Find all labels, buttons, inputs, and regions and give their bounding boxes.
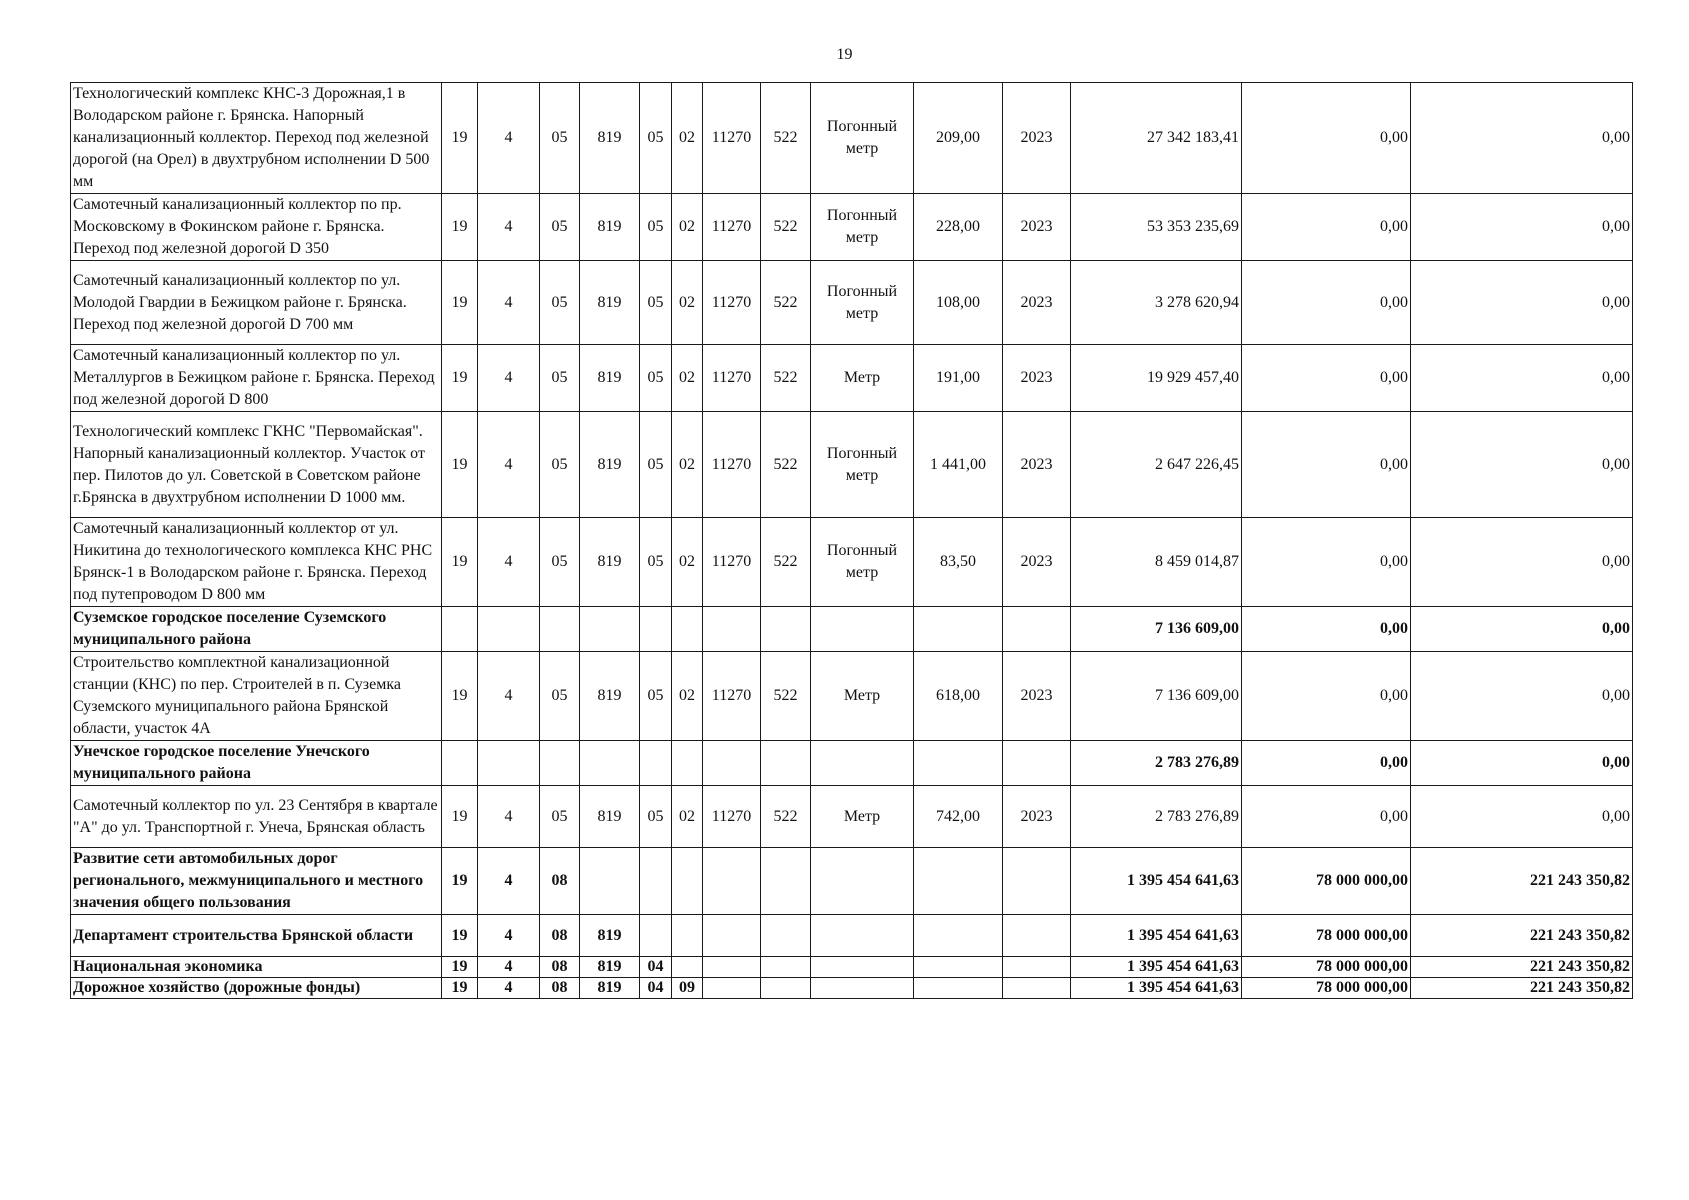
- cell-code-2: 4: [478, 957, 540, 978]
- cell-code-8: [761, 915, 811, 957]
- cell-unit: [811, 848, 914, 915]
- cell-quantity: 108,00: [914, 261, 1003, 345]
- row-name: Самотечный коллектор по ул. 23 Сентября в квартале "А" до ул. Транспортной г. Унеча, Брянская область: [71, 786, 442, 848]
- cell-amount-3: 0,00: [1411, 412, 1633, 518]
- row-name: Технологический комплекс ГКНС "Первомайская". Напорный канализационный коллектор. Участок от пер. Пилотов до ул. Советской в Советском районе г.Брянска в двухтрубном исполнении D 1000 мм.: [71, 412, 442, 518]
- cell-code-4: 819: [580, 652, 640, 741]
- cell-code-6: 02: [672, 652, 703, 741]
- cell-code-3: 08: [540, 978, 580, 999]
- cell-code-5: 05: [640, 261, 672, 345]
- cell-amount-3: 0,00: [1411, 83, 1633, 194]
- cell-amount-3: 0,00: [1411, 741, 1633, 786]
- row-name: Национальная экономика: [71, 957, 442, 978]
- cell-unit: Погонный метр: [811, 83, 914, 194]
- cell-code-6: [672, 957, 703, 978]
- cell-code-1: 19: [442, 518, 478, 607]
- cell-code-5: [640, 741, 672, 786]
- cell-amount-1: 8 459 014,87: [1071, 518, 1242, 607]
- cell-code-7: 11270: [703, 786, 761, 848]
- cell-code-4: 819: [580, 786, 640, 848]
- cell-code-1: 19: [442, 261, 478, 345]
- cell-code-2: [478, 741, 540, 786]
- table-row: [71, 83, 1633, 194]
- cell-year: [1003, 607, 1071, 652]
- cell-code-3: [540, 741, 580, 786]
- table-row: [71, 741, 1633, 786]
- cell-code-8: 522: [761, 194, 811, 261]
- cell-unit: Погонный метр: [811, 194, 914, 261]
- cell-year: 2023: [1003, 261, 1071, 345]
- table-row: [71, 978, 1633, 999]
- table-row: [71, 786, 1633, 848]
- row-name: Самотечный канализационный коллектор по пр. Московскому в Фокинском районе г. Брянска. Переход под железной дорогой D 350: [71, 194, 442, 261]
- cell-amount-1: 2 783 276,89: [1071, 741, 1242, 786]
- cell-code-2: 4: [478, 652, 540, 741]
- cell-code-6: 02: [672, 412, 703, 518]
- cell-code-7: 11270: [703, 412, 761, 518]
- cell-code-4: [580, 741, 640, 786]
- cell-code-8: 522: [761, 518, 811, 607]
- row-name: Строительство комплектной канализационной станции (КНС) по пер. Строителей в п. Суземка Суземского муниципального района Брянской области, участок 4А: [71, 652, 442, 741]
- cell-code-2: 4: [478, 786, 540, 848]
- cell-code-3: 05: [540, 518, 580, 607]
- cell-code-1: 19: [442, 978, 478, 999]
- cell-code-2: [478, 607, 540, 652]
- cell-code-8: [761, 607, 811, 652]
- cell-code-5: 05: [640, 652, 672, 741]
- cell-code-2: 4: [478, 848, 540, 915]
- cell-code-6: 09: [672, 978, 703, 999]
- cell-quantity: 618,00: [914, 652, 1003, 741]
- cell-code-4: 819: [580, 915, 640, 957]
- cell-code-5: [640, 848, 672, 915]
- cell-amount-2: 0,00: [1242, 652, 1411, 741]
- page-number: 19: [836, 46, 853, 63]
- cell-year: 2023: [1003, 194, 1071, 261]
- cell-amount-3: 0,00: [1411, 345, 1633, 412]
- row-name: Технологический комплекс КНС-3 Дорожная,1 в Володарском районе г. Брянска. Напорный канализационный коллектор. Переход под железной дорогой (на Орел) в двухтрубном исполнении D 500 мм: [71, 83, 442, 194]
- cell-amount-1: 1 395 454 641,63: [1071, 978, 1242, 999]
- cell-quantity: 1 441,00: [914, 412, 1003, 518]
- cell-code-4: 819: [580, 194, 640, 261]
- cell-code-8: 522: [761, 345, 811, 412]
- cell-quantity: [914, 848, 1003, 915]
- cell-code-2: 4: [478, 915, 540, 957]
- cell-amount-3: 0,00: [1411, 261, 1633, 345]
- cell-code-5: 05: [640, 412, 672, 518]
- cell-code-1: 19: [442, 915, 478, 957]
- cell-year: 2023: [1003, 83, 1071, 194]
- cell-amount-2: 78 000 000,00: [1242, 957, 1411, 978]
- cell-code-8: [761, 848, 811, 915]
- cell-code-6: 02: [672, 194, 703, 261]
- cell-code-5: 05: [640, 194, 672, 261]
- cell-code-2: 4: [478, 83, 540, 194]
- row-name: Суземское городское поселение Суземского муниципального района: [71, 607, 442, 652]
- cell-code-6: 02: [672, 786, 703, 848]
- cell-code-4: 819: [580, 345, 640, 412]
- cell-code-8: [761, 957, 811, 978]
- cell-code-3: 05: [540, 786, 580, 848]
- cell-code-2: 4: [478, 518, 540, 607]
- cell-code-5: 05: [640, 786, 672, 848]
- cell-code-5: 05: [640, 345, 672, 412]
- cell-code-2: 4: [478, 412, 540, 518]
- cell-code-5: 04: [640, 957, 672, 978]
- table-row: [71, 848, 1633, 915]
- cell-amount-2: 78 000 000,00: [1242, 978, 1411, 999]
- table-row: [71, 345, 1633, 412]
- cell-code-7: [703, 957, 761, 978]
- cell-amount-1: 27 342 183,41: [1071, 83, 1242, 194]
- cell-amount-2: 0,00: [1242, 194, 1411, 261]
- cell-code-1: 19: [442, 786, 478, 848]
- cell-quantity: [914, 741, 1003, 786]
- cell-code-5: [640, 915, 672, 957]
- cell-amount-3: 221 243 350,82: [1411, 915, 1633, 957]
- cell-amount-3: 0,00: [1411, 652, 1633, 741]
- cell-amount-2: 0,00: [1242, 607, 1411, 652]
- cell-quantity: [914, 607, 1003, 652]
- cell-amount-3: 221 243 350,82: [1411, 848, 1633, 915]
- cell-code-2: 4: [478, 978, 540, 999]
- cell-code-7: 11270: [703, 345, 761, 412]
- cell-code-6: [672, 915, 703, 957]
- cell-code-4: [580, 607, 640, 652]
- cell-amount-1: 1 395 454 641,63: [1071, 915, 1242, 957]
- cell-code-3: 05: [540, 345, 580, 412]
- cell-code-3: 05: [540, 194, 580, 261]
- cell-code-2: 4: [478, 345, 540, 412]
- row-name: Развитие сети автомобильных дорог регионального, межмуниципального и местного значения общего пользования: [71, 848, 442, 915]
- cell-code-6: [672, 741, 703, 786]
- table-row: [71, 261, 1633, 345]
- cell-unit: [811, 741, 914, 786]
- cell-amount-2: 0,00: [1242, 518, 1411, 607]
- cell-code-8: 522: [761, 652, 811, 741]
- row-name: Самотечный канализационный коллектор от ул. Никитина до технологического комплекса КНС РНС Брянск-1 в Володарском районе г. Брянска. Переход под путепроводом D 800 мм: [71, 518, 442, 607]
- cell-code-1: 19: [442, 652, 478, 741]
- cell-quantity: [914, 978, 1003, 999]
- cell-code-3: 08: [540, 957, 580, 978]
- cell-amount-1: 3 278 620,94: [1071, 261, 1242, 345]
- cell-code-1: 19: [442, 957, 478, 978]
- cell-amount-3: 0,00: [1411, 194, 1633, 261]
- table-row: [71, 957, 1633, 978]
- cell-code-1: 19: [442, 412, 478, 518]
- row-name: Самотечный канализационный коллектор по ул. Металлургов в Бежицком районе г. Брянска. Переход под железной дорогой D 800: [71, 345, 442, 412]
- cell-code-7: [703, 741, 761, 786]
- cell-amount-1: 1 395 454 641,63: [1071, 957, 1242, 978]
- table-row: [71, 518, 1633, 607]
- cell-year: [1003, 848, 1071, 915]
- cell-amount-1: 2 647 226,45: [1071, 412, 1242, 518]
- cell-code-3: 05: [540, 652, 580, 741]
- cell-code-7: [703, 607, 761, 652]
- cell-code-7: [703, 978, 761, 999]
- cell-amount-3: 221 243 350,82: [1411, 978, 1633, 999]
- row-name: Унечское городское поселение Унечского муниципального района: [71, 741, 442, 786]
- table-row: [71, 607, 1633, 652]
- cell-amount-1: 7 136 609,00: [1071, 607, 1242, 652]
- cell-quantity: [914, 915, 1003, 957]
- cell-code-7: [703, 915, 761, 957]
- table-body: [71, 83, 1633, 999]
- cell-amount-1: 2 783 276,89: [1071, 786, 1242, 848]
- cell-code-8: 522: [761, 786, 811, 848]
- cell-year: [1003, 741, 1071, 786]
- cell-amount-2: 0,00: [1242, 345, 1411, 412]
- cell-unit: Метр: [811, 652, 914, 741]
- cell-quantity: 191,00: [914, 345, 1003, 412]
- cell-amount-3: 221 243 350,82: [1411, 957, 1633, 978]
- cell-year: 2023: [1003, 345, 1071, 412]
- cell-code-1: 19: [442, 194, 478, 261]
- cell-code-6: 02: [672, 518, 703, 607]
- cell-code-7: 11270: [703, 83, 761, 194]
- row-name: Департамент строительства Брянской области: [71, 915, 442, 957]
- cell-unit: Метр: [811, 345, 914, 412]
- cell-year: [1003, 978, 1071, 999]
- cell-code-8: [761, 741, 811, 786]
- cell-unit: [811, 978, 914, 999]
- cell-code-3: [540, 607, 580, 652]
- table-row: [71, 194, 1633, 261]
- cell-code-7: 11270: [703, 652, 761, 741]
- cell-unit: Погонный метр: [811, 261, 914, 345]
- cell-code-1: 19: [442, 345, 478, 412]
- cell-amount-1: 1 395 454 641,63: [1071, 848, 1242, 915]
- cell-amount-2: 0,00: [1242, 83, 1411, 194]
- cell-code-7: 11270: [703, 518, 761, 607]
- cell-code-3: 05: [540, 261, 580, 345]
- table-row: [71, 412, 1633, 518]
- cell-amount-1: 19 929 457,40: [1071, 345, 1242, 412]
- cell-code-5: 05: [640, 83, 672, 194]
- cell-year: 2023: [1003, 518, 1071, 607]
- cell-unit: [811, 607, 914, 652]
- cell-code-6: [672, 848, 703, 915]
- cell-code-6: 02: [672, 261, 703, 345]
- cell-code-4: 819: [580, 957, 640, 978]
- cell-code-3: 05: [540, 412, 580, 518]
- cell-amount-2: 0,00: [1242, 786, 1411, 848]
- row-name: Самотечный канализационный коллектор по ул. Молодой Гвардии в Бежицком районе г. Брянска. Переход под железной дорогой D 700 мм: [71, 261, 442, 345]
- table-row: [71, 652, 1633, 741]
- cell-code-8: [761, 978, 811, 999]
- cell-amount-2: 0,00: [1242, 741, 1411, 786]
- cell-code-2: 4: [478, 261, 540, 345]
- cell-code-8: 522: [761, 261, 811, 345]
- budget-table: [70, 82, 1633, 999]
- cell-amount-3: 0,00: [1411, 518, 1633, 607]
- row-name: Дорожное хозяйство (дорожные фонды): [71, 978, 442, 999]
- cell-code-6: 02: [672, 83, 703, 194]
- cell-code-8: 522: [761, 412, 811, 518]
- cell-code-5: [640, 607, 672, 652]
- cell-year: [1003, 957, 1071, 978]
- cell-unit: [811, 957, 914, 978]
- cell-code-7: 11270: [703, 261, 761, 345]
- cell-amount-3: 0,00: [1411, 607, 1633, 652]
- cell-amount-2: 0,00: [1242, 261, 1411, 345]
- cell-code-6: [672, 607, 703, 652]
- cell-code-4: 819: [580, 412, 640, 518]
- cell-code-5: 04: [640, 978, 672, 999]
- cell-unit: [811, 915, 914, 957]
- cell-code-3: 05: [540, 83, 580, 194]
- cell-year: 2023: [1003, 412, 1071, 518]
- cell-year: [1003, 915, 1071, 957]
- cell-code-1: [442, 607, 478, 652]
- cell-year: 2023: [1003, 652, 1071, 741]
- table-row: [71, 915, 1633, 957]
- cell-amount-2: 78 000 000,00: [1242, 848, 1411, 915]
- cell-unit: Метр: [811, 786, 914, 848]
- cell-code-1: [442, 741, 478, 786]
- cell-code-3: 08: [540, 915, 580, 957]
- cell-code-4: [580, 848, 640, 915]
- cell-code-7: [703, 848, 761, 915]
- cell-code-4: 819: [580, 518, 640, 607]
- cell-code-4: 819: [580, 978, 640, 999]
- cell-amount-1: 7 136 609,00: [1071, 652, 1242, 741]
- cell-quantity: 228,00: [914, 194, 1003, 261]
- cell-code-1: 19: [442, 83, 478, 194]
- cell-code-5: 05: [640, 518, 672, 607]
- cell-year: 2023: [1003, 786, 1071, 848]
- cell-amount-1: 53 353 235,69: [1071, 194, 1242, 261]
- cell-code-6: 02: [672, 345, 703, 412]
- cell-code-1: 19: [442, 848, 478, 915]
- cell-unit: Погонный метр: [811, 412, 914, 518]
- cell-quantity: 209,00: [914, 83, 1003, 194]
- cell-quantity: [914, 957, 1003, 978]
- cell-unit: Погонный метр: [811, 518, 914, 607]
- cell-code-7: 11270: [703, 194, 761, 261]
- cell-amount-2: 78 000 000,00: [1242, 915, 1411, 957]
- cell-code-8: 522: [761, 83, 811, 194]
- cell-amount-3: 0,00: [1411, 786, 1633, 848]
- cell-code-4: 819: [580, 83, 640, 194]
- cell-amount-2: 0,00: [1242, 412, 1411, 518]
- cell-quantity: 742,00: [914, 786, 1003, 848]
- cell-code-4: 819: [580, 261, 640, 345]
- cell-code-2: 4: [478, 194, 540, 261]
- cell-code-3: 08: [540, 848, 580, 915]
- cell-quantity: 83,50: [914, 518, 1003, 607]
